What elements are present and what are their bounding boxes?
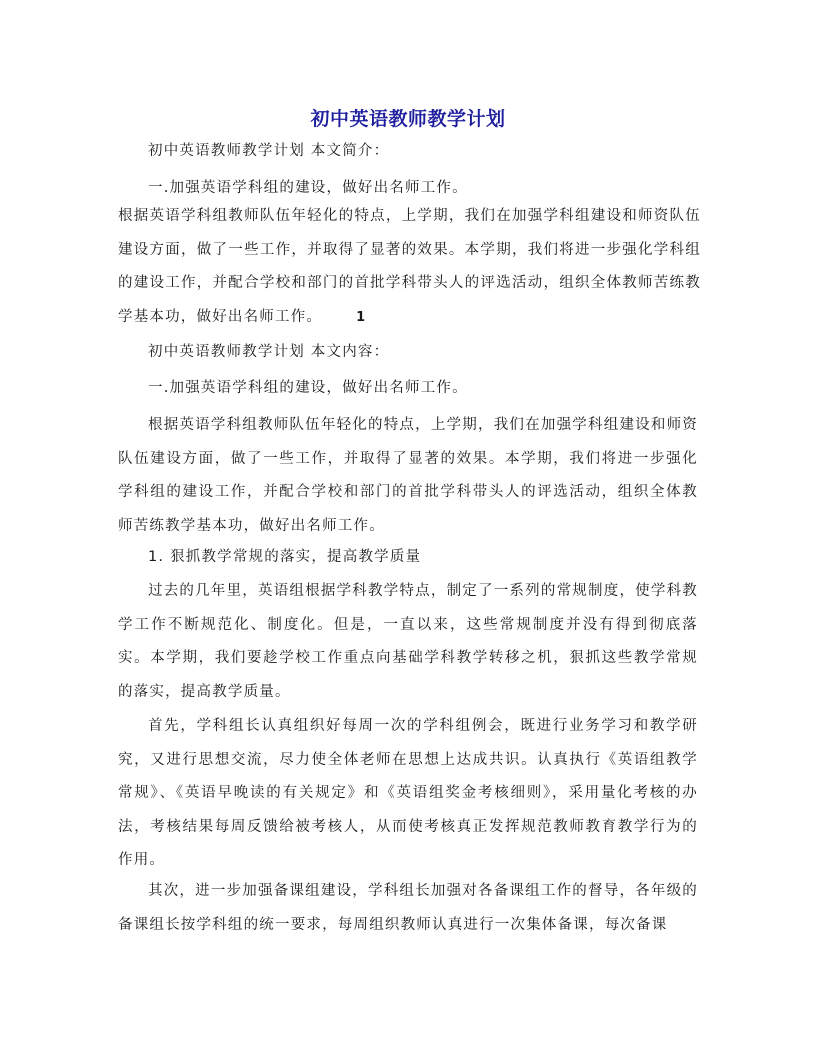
- content-point: 一.加强英语学科组的建设，做好出名师工作。: [148, 380, 468, 396]
- content-heading: 初中英语教师教学计划 本文内容：: [148, 344, 390, 360]
- intro-body-text: 根据英语学科组教师队伍年轻化的特点，上学期，我们在加强学科组建设和师资队伍建设方面，做了一些工作，并取得了显著的效果。本学期，我们将进一步强化学科组的建设工作，并配合学校和部门的首批学科带头人的评选活动，组织全体教师苦练教学基本功，做好出名师工作。: [118, 208, 701, 325]
- page-number: 1: [356, 309, 367, 325]
- intro-point: 一.加强英语学科组的建设，做好出名师工作。: [148, 180, 468, 196]
- content-paragraph-2: 过去的几年里，英语组根据学科教学特点，制定了一系列的常规制度，使学科教学工作不断规范化、制度化。但是，一直以来，这些常规制度并没有得到彻底落实。本学期，我们要趁学校工作重点向基础学科教学转移之机，狠抓这些教学常规的落实，提高教学质量。: [118, 583, 698, 700]
- subsection-heading: [148, 547, 421, 567]
- document-title: 初中英语教师教学计划: [310, 108, 506, 130]
- content-paragraph-1: 根据英语学科组教师队伍年轻化的特点，上学期，我们在加强学科组建设和师资队伍建设方面，做了一些工作，并取得了显著的效果。本学期，我们将进一步强化学科组的建设工作，并配合学校和部门的首批学科带头人的评选活动，组织全体教师苦练教学基本功，做好出名师工作。: [118, 417, 698, 534]
- intro-heading: 初中英语教师教学计划 本文简介：: [148, 143, 390, 159]
- content-paragraph-3: 首先，学科组长认真组织好每周一次的学科组例会，既进行业务学习和教学研究，又进行思想交流，尽力使全体老师在思想上达成共识。认真执行《英语组教学常规》、《英语早晚读的有关规定》和《英语组奖金考核细则》，采用量化考核的办法，考核结果每周反馈给被考核人，从而使考核真正发挥规范教师教育教学行为的作用。: [118, 718, 698, 869]
- content-paragraph-4: 其次，进一步加强备课组建设，学科组长加强对各备课组工作的督导，各年级的备课组长按学科组的统一要求，每周组织教师认真进行一次集体备课，每次备课: [118, 883, 698, 933]
- subsection-title: 狠抓教学常规的落实，提高教学质量: [170, 549, 422, 565]
- intro-paragraph: [118, 200, 701, 334]
- subsection-number: 1.: [148, 549, 165, 565]
